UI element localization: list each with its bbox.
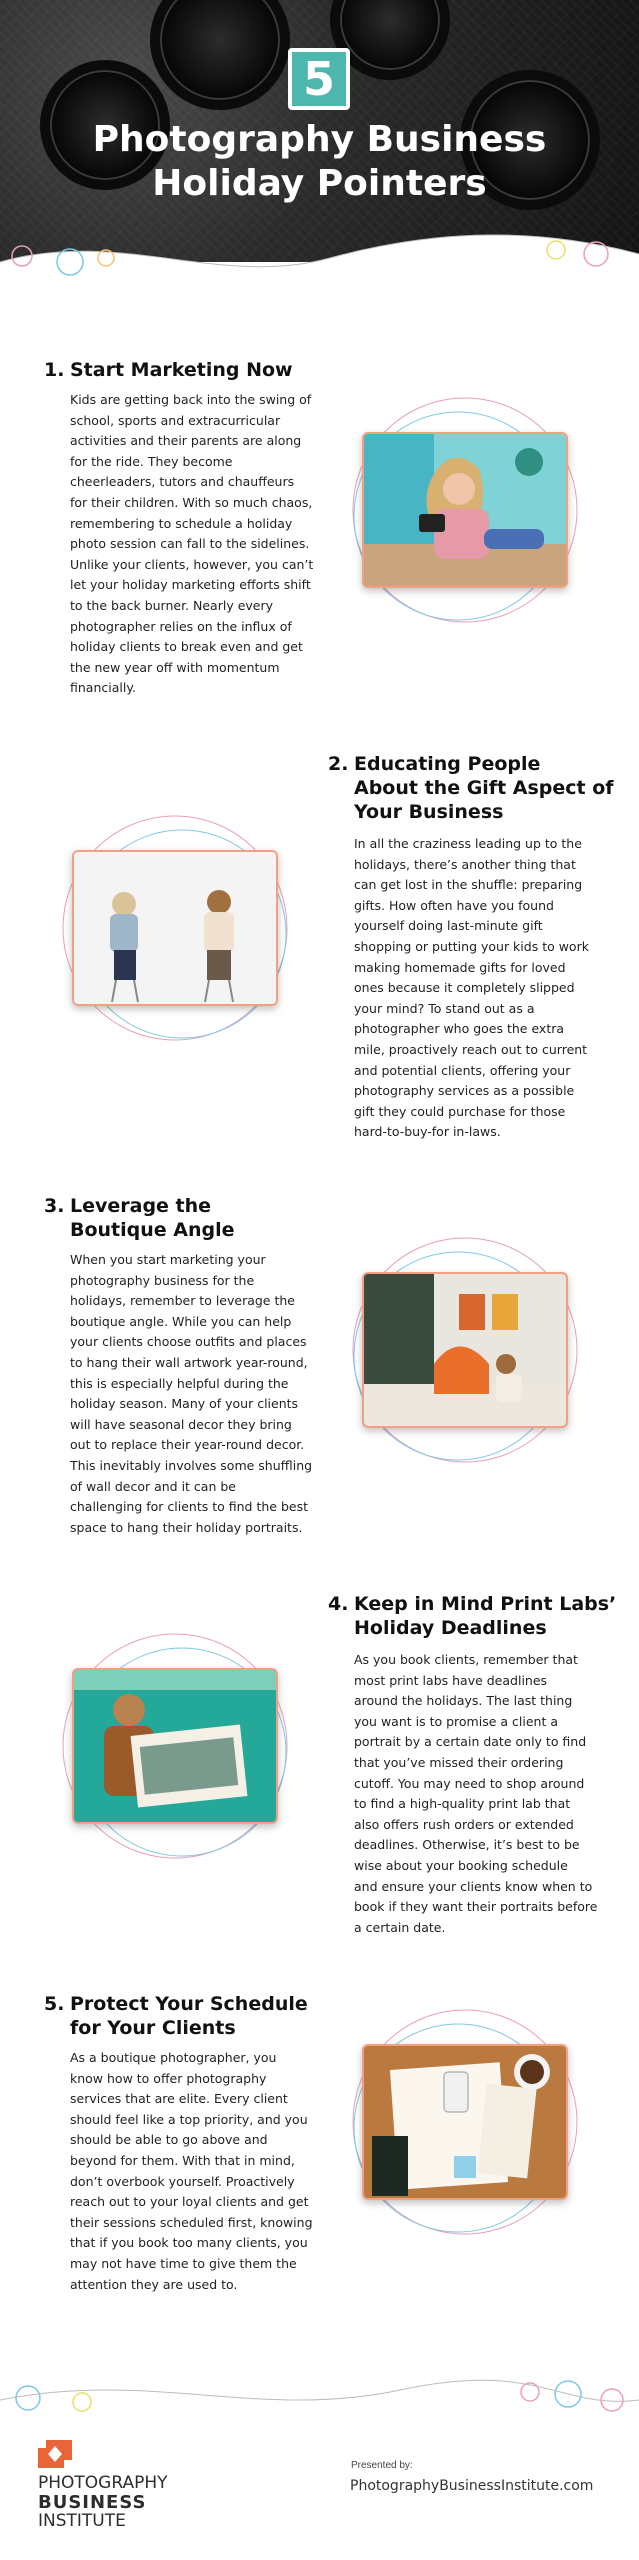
body-line: of wall decor and it can be (70, 1478, 236, 1494)
section-4-body (354, 1650, 624, 1938)
body-line: out to replace their year-round decor. (70, 1437, 305, 1453)
woman-holding-print-photo (72, 1668, 278, 1824)
body-line: holidays, there’s another thing that (354, 856, 576, 872)
body-line: and potential clients, offering your (354, 1062, 571, 1078)
section-1-body (70, 390, 330, 699)
logo-line: PHOTOGRAPHY (38, 2473, 168, 2493)
presented-by-label: Presented by: (351, 2460, 413, 2471)
body-line: In all the craziness leading up to the (354, 836, 582, 851)
section-3-photo-frame (362, 1272, 568, 1428)
body-line: that if you book too many clients, you (70, 2235, 308, 2251)
photo-illustration (364, 2046, 568, 2200)
body-line: let your holiday marketing efforts shift (70, 577, 311, 593)
section-number: 4. (328, 1593, 349, 1615)
body-line: your mind? To stand out as a (354, 1000, 535, 1016)
body-line: know how to offer photography (70, 2070, 267, 2086)
section-number: 1. (44, 359, 65, 381)
body-line: portrait by a certain date only to find (354, 1734, 587, 1750)
section-3-heading (44, 1194, 235, 1242)
desk-planner-photo (362, 2044, 568, 2200)
logo-wordmark (38, 2474, 168, 2531)
body-line: and ensure your clients know when to (354, 1878, 593, 1894)
body-line: should feel like a top priority, and you (70, 2111, 308, 2127)
woman-in-orange-chair-photo (362, 1272, 568, 1428)
body-line: deadlines. Otherwise, it’s best to be (354, 1837, 580, 1853)
page-title-line: Holiday Pointers (152, 163, 487, 204)
body-line: photo session can fall to the sidelines. (70, 536, 310, 552)
section-5-photo-frame (362, 2044, 568, 2200)
body-line: will have seasonal decor they bring (70, 1416, 292, 1432)
section-title: Leverage the (70, 1195, 212, 1217)
body-line: this is especially helpful during the (70, 1375, 289, 1391)
section-number: 2. (328, 753, 349, 775)
body-line: making homemade gifts for loved (354, 959, 566, 975)
section-1-photo-frame (362, 432, 568, 588)
section-number: 3. (44, 1195, 65, 1217)
body-line: photography business for the (70, 1272, 255, 1288)
section-title: Educating People (354, 753, 541, 775)
body-line: to find a high-quality print lab that (354, 1796, 571, 1812)
body-line: boutique angle. While you can help (70, 1313, 292, 1329)
body-line: hard-to-buy-for in-laws. (354, 1124, 501, 1140)
body-line: your clients choose outfits and places (70, 1334, 307, 1350)
section-title: for Your Clients (70, 2017, 236, 2039)
body-line: also offers rush orders or extended (354, 1816, 574, 1832)
hero-header (0, 0, 639, 262)
photographer-with-camera-photo (362, 432, 568, 588)
logo-mark-icon (38, 2440, 72, 2468)
body-line: gift they could purchase for those (354, 1103, 566, 1119)
body-line: wise about your booking schedule (354, 1857, 568, 1873)
section-2-heading (328, 752, 614, 824)
logo-line: INSTITUTE (38, 2511, 126, 2531)
section-title: Your Business (354, 801, 504, 823)
body-line: school, sports and extracurricular (70, 412, 281, 428)
body-line: photographer relies on the influx of (70, 618, 292, 634)
body-line: holiday season. Many of your clients (70, 1396, 299, 1412)
number-badge: 5 (288, 48, 350, 110)
body-line: services that are elite. Every client (70, 2091, 288, 2107)
header-wave-divider (0, 228, 639, 288)
body-line: As a boutique photographer, you (70, 2050, 277, 2065)
body-line: This inevitably involves some shuffling (70, 1457, 313, 1473)
body-line: shopping or putting your kids to work (354, 938, 589, 954)
section-title: Protect Your Schedule (70, 1993, 308, 2015)
body-line: yourself doing last-minute gift (354, 918, 543, 934)
section-2-body (354, 834, 616, 1143)
page-title (0, 118, 639, 206)
body-line: challenging for clients to find the best (70, 1499, 308, 1515)
body-line: book if they want their portraits before (354, 1899, 598, 1915)
body-line: around the holidays. The last thing (354, 1693, 573, 1709)
photo-illustration (364, 1274, 568, 1428)
body-line: activities and their parents are along (70, 433, 302, 449)
body-line: most print labs have deadlines (354, 1672, 548, 1688)
section-title: Start Marketing Now (70, 359, 293, 381)
page-title-line: Photography Business (92, 119, 547, 160)
photo-illustration (364, 434, 568, 588)
body-line: for their children. With so much chaos, (70, 494, 313, 510)
body-line: photographer who goes the extra (354, 1021, 565, 1037)
body-line: reach out to your loyal clients and get (70, 2194, 309, 2210)
section-2-photo-frame (72, 850, 278, 1006)
two-women-on-stools-photo (72, 850, 278, 1006)
body-line: beyond for them. With that in mind, (70, 2152, 295, 2168)
body-line: to the back burner. Nearly every (70, 597, 274, 613)
body-line: financially. (70, 680, 136, 696)
logo-line: BUSINESS (38, 2492, 147, 2513)
body-line: don’t overbook yourself. Proactively (70, 2173, 295, 2189)
body-line: cheerleaders, tutors and chauffeurs (70, 474, 295, 490)
section-number: 5. (44, 1993, 65, 2015)
body-line: As you book clients, remember that (354, 1652, 578, 1667)
body-line: gifts. How often have you found (354, 897, 554, 913)
body-line: can get lost in the shuffle: preparing (354, 877, 583, 893)
body-line: attention they are used to. (70, 2276, 238, 2292)
body-line: remembering to schedule a holiday (70, 515, 293, 531)
section-4-heading (328, 1592, 616, 1640)
section-1-heading (44, 358, 293, 382)
body-line: space to hang their holiday portraits. (70, 1519, 303, 1535)
body-line: their sessions scheduled first, knowing (70, 2214, 313, 2230)
footer-wave-divider (0, 2370, 639, 2430)
body-line: mile, proactively reach out to current (354, 1041, 588, 1057)
website-link[interactable]: PhotographyBusinessInstitute.com (350, 2478, 594, 2494)
section-3-body (70, 1250, 338, 1538)
photo-illustration (74, 852, 278, 1006)
body-line: for the ride. They become (70, 453, 233, 469)
body-line: photography services as a possible (354, 1083, 575, 1099)
photo-illustration (74, 1670, 278, 1824)
body-line: the new year off with momentum (70, 659, 280, 675)
section-title: Keep in Mind Print Labs’ (354, 1593, 617, 1615)
body-line: holiday clients to break even and get (70, 639, 303, 655)
section-title: Holiday Deadlines (354, 1617, 547, 1639)
body-line: that you’ve missed their ordering (354, 1754, 564, 1770)
body-line: cutoff. You may need to shop around (354, 1775, 585, 1791)
body-line: you want is to promise a client a (354, 1713, 558, 1729)
section-title: About the Gift Aspect of (354, 777, 614, 799)
body-line: may not have time to give them the (70, 2255, 297, 2271)
body-line: should be able to go above and (70, 2132, 268, 2148)
section-5-body (70, 2048, 338, 2295)
body-line: When you start marketing your (70, 1252, 266, 1267)
body-line: ones because it completely slipped (354, 980, 575, 996)
body-line: to hang their wall artwork year-round, (70, 1354, 308, 1370)
section-4-photo-frame (72, 1668, 278, 1824)
body-line: Kids are getting back into the swing of (70, 392, 312, 407)
section-title: Boutique Angle (70, 1219, 235, 1241)
body-line: Unlike your clients, however, you can’t (70, 556, 314, 572)
body-line: a certain date. (354, 1919, 446, 1935)
body-line: holidays, remember to leverage the (70, 1293, 295, 1309)
section-5-heading (44, 1992, 308, 2040)
